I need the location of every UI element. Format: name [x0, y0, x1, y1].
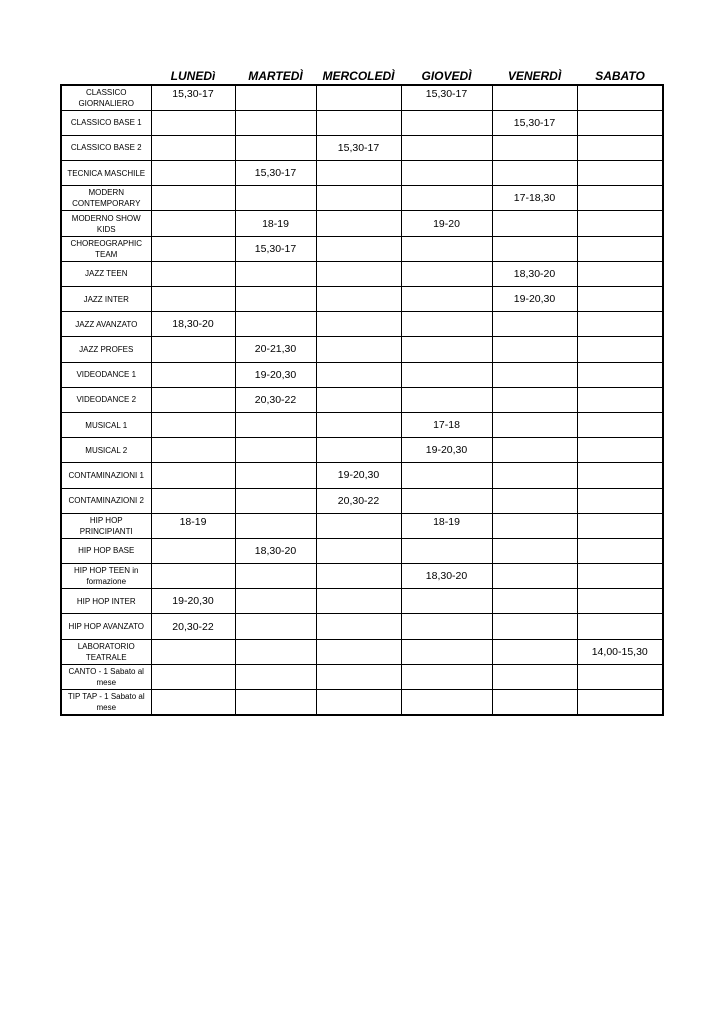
time-slot-cell [492, 337, 577, 362]
time-slot-cell [401, 135, 492, 160]
time-slot-cell [577, 690, 663, 715]
time-slot-cell [316, 690, 401, 715]
time-slot-cell: 19-20,30 [492, 287, 577, 312]
time-slot-cell [235, 564, 316, 589]
time-slot-cell [151, 463, 235, 488]
weekly-schedule-table [60, 66, 664, 716]
course-name-cell: JAZZ TEEN [61, 261, 151, 286]
course-name-cell: JAZZ AVANZATO [61, 312, 151, 337]
table-row [61, 664, 663, 689]
time-slot-cell [401, 287, 492, 312]
table-row [61, 135, 663, 160]
table-row [61, 463, 663, 488]
course-name-cell: LABORATORIO TEATRALE [61, 639, 151, 664]
time-slot-cell [492, 135, 577, 160]
time-slot-cell: 18,30-20 [235, 538, 316, 563]
time-slot-cell [235, 589, 316, 614]
time-slot-cell [492, 211, 577, 236]
time-slot-cell [151, 639, 235, 664]
time-slot-cell: 15,30-17 [235, 161, 316, 186]
time-slot-cell: 20,30-22 [235, 387, 316, 412]
time-slot-cell [401, 639, 492, 664]
course-name-cell: CONTAMINAZIONI 2 [61, 488, 151, 513]
time-slot-cell [235, 261, 316, 286]
time-slot-cell [316, 261, 401, 286]
time-slot-cell [401, 362, 492, 387]
time-slot-cell [401, 690, 492, 715]
time-slot-cell [151, 236, 235, 261]
course-name-cell: TIP TAP - 1 Sabato al mese [61, 690, 151, 715]
time-slot-cell [401, 538, 492, 563]
header-day-friday: VENERDÌ [507, 69, 562, 83]
time-slot-cell [316, 614, 401, 639]
time-slot-cell [316, 236, 401, 261]
time-slot-cell [316, 564, 401, 589]
time-slot-cell: 18-19 [235, 211, 316, 236]
time-slot-cell [316, 412, 401, 437]
time-slot-cell [577, 614, 663, 639]
time-slot-cell [401, 488, 492, 513]
time-slot-cell: 19-20,30 [151, 589, 235, 614]
time-slot-cell [577, 589, 663, 614]
time-slot-cell: 19-20,30 [235, 362, 316, 387]
time-slot-cell [151, 564, 235, 589]
course-name-cell: CLASSICO BASE 1 [61, 110, 151, 135]
course-name-cell: JAZZ INTER [61, 287, 151, 312]
time-slot-cell [151, 412, 235, 437]
time-slot-cell [151, 438, 235, 463]
time-slot-cell [151, 538, 235, 563]
course-name-cell: CLASSICO GIORNALIERO [61, 85, 151, 110]
course-name-cell: MODERNO SHOW KIDS [61, 211, 151, 236]
time-slot-cell [151, 664, 235, 689]
time-slot-cell: 19-20,30 [401, 438, 492, 463]
time-slot-cell [401, 186, 492, 211]
time-slot-cell [316, 287, 401, 312]
time-slot-cell [235, 513, 316, 538]
time-slot-cell [401, 614, 492, 639]
time-slot-cell [492, 161, 577, 186]
time-slot-cell [492, 463, 577, 488]
time-slot-cell [316, 589, 401, 614]
time-slot-cell: 20,30-22 [151, 614, 235, 639]
time-slot-cell: 19-20,30 [316, 463, 401, 488]
table-row [61, 438, 663, 463]
time-slot-cell [577, 186, 663, 211]
time-slot-cell [492, 538, 577, 563]
time-slot-cell [316, 362, 401, 387]
time-slot-cell [316, 337, 401, 362]
time-slot-cell [151, 287, 235, 312]
time-slot-cell [492, 639, 577, 664]
time-slot-cell [577, 488, 663, 513]
time-slot-cell [577, 412, 663, 437]
table-row [61, 614, 663, 639]
time-slot-cell [151, 337, 235, 362]
time-slot-cell [235, 85, 316, 110]
table-row [61, 287, 663, 312]
time-slot-cell [577, 337, 663, 362]
time-slot-cell [401, 261, 492, 286]
course-name-cell: VIDEODANCE 2 [61, 387, 151, 412]
time-slot-cell [577, 664, 663, 689]
time-slot-cell [235, 438, 316, 463]
time-slot-cell [235, 614, 316, 639]
time-slot-cell: 15,30-17 [316, 135, 401, 160]
header-day-wednesday: MERCOLEDÌ [322, 69, 395, 83]
time-slot-cell: 15,30-17 [492, 110, 577, 135]
course-name-cell: VIDEODANCE 1 [61, 362, 151, 387]
course-name-cell: MUSICAL 1 [61, 412, 151, 437]
course-name-cell: HIP HOP PRINCIPIANTI [61, 513, 151, 538]
table-row [61, 236, 663, 261]
time-slot-cell [316, 438, 401, 463]
time-slot-cell [316, 312, 401, 337]
table-row [61, 639, 663, 664]
time-slot-cell: 15,30-17 [401, 85, 492, 110]
time-slot-cell [235, 664, 316, 689]
time-slot-cell [151, 261, 235, 286]
time-slot-cell [492, 614, 577, 639]
header-day-thursday: GIOVEDÌ [421, 69, 472, 83]
table-row [61, 564, 663, 589]
course-name-cell: CLASSICO BASE 2 [61, 135, 151, 160]
time-slot-cell [316, 85, 401, 110]
time-slot-cell [151, 387, 235, 412]
time-slot-cell [235, 312, 316, 337]
time-slot-cell: 19-20 [401, 211, 492, 236]
time-slot-cell: 18,30-20 [401, 564, 492, 589]
time-slot-cell [235, 488, 316, 513]
course-name-cell: JAZZ PROFES [61, 337, 151, 362]
time-slot-cell [492, 564, 577, 589]
time-slot-cell [401, 589, 492, 614]
course-name-cell: MODERN CONTEMPORARY [61, 186, 151, 211]
time-slot-cell [577, 287, 663, 312]
course-name-cell: HIP HOP INTER [61, 589, 151, 614]
course-name-cell: CONTAMINAZIONI 1 [61, 463, 151, 488]
time-slot-cell [492, 513, 577, 538]
table-row [61, 387, 663, 412]
time-slot-cell [235, 135, 316, 160]
table-row [61, 690, 663, 715]
time-slot-cell: 17-18,30 [492, 186, 577, 211]
time-slot-cell [492, 362, 577, 387]
table-row [61, 261, 663, 286]
header-course-column [61, 66, 151, 85]
time-slot-cell [492, 312, 577, 337]
table-row [61, 589, 663, 614]
table-row [61, 488, 663, 513]
course-name-cell: HIP HOP BASE [61, 538, 151, 563]
header-day-tuesday: MARTEDÌ [248, 69, 303, 83]
time-slot-cell [235, 639, 316, 664]
course-name-cell: CANTO - 1 Sabato al mese [61, 664, 151, 689]
schedule-body [61, 85, 663, 715]
time-slot-cell [401, 664, 492, 689]
time-slot-cell [401, 236, 492, 261]
time-slot-cell [401, 110, 492, 135]
time-slot-cell [492, 438, 577, 463]
course-name-cell: HIP HOP AVANZATO [61, 614, 151, 639]
time-slot-cell [235, 463, 316, 488]
time-slot-cell: 15,30-17 [151, 85, 235, 110]
time-slot-cell [577, 438, 663, 463]
time-slot-cell [401, 312, 492, 337]
time-slot-cell [401, 463, 492, 488]
time-slot-cell: 18,30-20 [151, 312, 235, 337]
time-slot-cell [577, 135, 663, 160]
time-slot-cell [577, 564, 663, 589]
header-day-saturday: SABATO [595, 69, 645, 83]
time-slot-cell [577, 236, 663, 261]
day-header-row [61, 66, 663, 85]
time-slot-cell [316, 387, 401, 412]
time-slot-cell: 20,30-22 [316, 488, 401, 513]
time-slot-cell [316, 161, 401, 186]
time-slot-cell [235, 110, 316, 135]
time-slot-cell [401, 161, 492, 186]
time-slot-cell [492, 690, 577, 715]
table-row [61, 85, 663, 110]
time-slot-cell [577, 513, 663, 538]
course-name-cell: TECNICA MASCHILE [61, 161, 151, 186]
time-slot-cell [235, 690, 316, 715]
time-slot-cell [316, 110, 401, 135]
time-slot-cell [577, 387, 663, 412]
course-name-cell: HIP HOP TEEN in formazione [61, 564, 151, 589]
time-slot-cell: 18,30-20 [492, 261, 577, 286]
time-slot-cell [151, 488, 235, 513]
table-row [61, 538, 663, 563]
time-slot-cell [401, 387, 492, 412]
time-slot-cell [492, 664, 577, 689]
time-slot-cell [577, 261, 663, 286]
time-slot-cell [492, 589, 577, 614]
time-slot-cell [151, 135, 235, 160]
table-row [61, 337, 663, 362]
time-slot-cell: 14,00-15,30 [577, 639, 663, 664]
table-row [61, 211, 663, 236]
time-slot-cell [577, 85, 663, 110]
header-day-monday: LUNEDì [170, 69, 216, 83]
time-slot-cell [492, 412, 577, 437]
table-row [61, 412, 663, 437]
time-slot-cell [492, 236, 577, 261]
time-slot-cell [492, 488, 577, 513]
table-row [61, 110, 663, 135]
time-slot-cell [316, 211, 401, 236]
time-slot-cell: 18-19 [151, 513, 235, 538]
time-slot-cell [316, 639, 401, 664]
time-slot-cell: 20-21,30 [235, 337, 316, 362]
course-name-cell: MUSICAL 2 [61, 438, 151, 463]
time-slot-cell [151, 211, 235, 236]
time-slot-cell [151, 186, 235, 211]
table-row [61, 362, 663, 387]
time-slot-cell [492, 387, 577, 412]
time-slot-cell [151, 110, 235, 135]
table-row [61, 312, 663, 337]
time-slot-cell [577, 161, 663, 186]
time-slot-cell [577, 110, 663, 135]
time-slot-cell [577, 362, 663, 387]
time-slot-cell [235, 412, 316, 437]
time-slot-cell [401, 337, 492, 362]
course-name-cell: CHOREOGRAPHIC TEAM [61, 236, 151, 261]
time-slot-cell [151, 161, 235, 186]
time-slot-cell [316, 538, 401, 563]
time-slot-cell: 17-18 [401, 412, 492, 437]
time-slot-cell [577, 211, 663, 236]
time-slot-cell [316, 513, 401, 538]
time-slot-cell [492, 85, 577, 110]
table-row [61, 513, 663, 538]
time-slot-cell [151, 362, 235, 387]
time-slot-cell: 18-19 [401, 513, 492, 538]
time-slot-cell [235, 186, 316, 211]
time-slot-cell [235, 287, 316, 312]
time-slot-cell [577, 463, 663, 488]
time-slot-cell [577, 538, 663, 563]
time-slot-cell [316, 664, 401, 689]
time-slot-cell [577, 312, 663, 337]
time-slot-cell [151, 690, 235, 715]
time-slot-cell [316, 186, 401, 211]
time-slot-cell: 15,30-17 [235, 236, 316, 261]
table-row [61, 186, 663, 211]
table-row [61, 161, 663, 186]
